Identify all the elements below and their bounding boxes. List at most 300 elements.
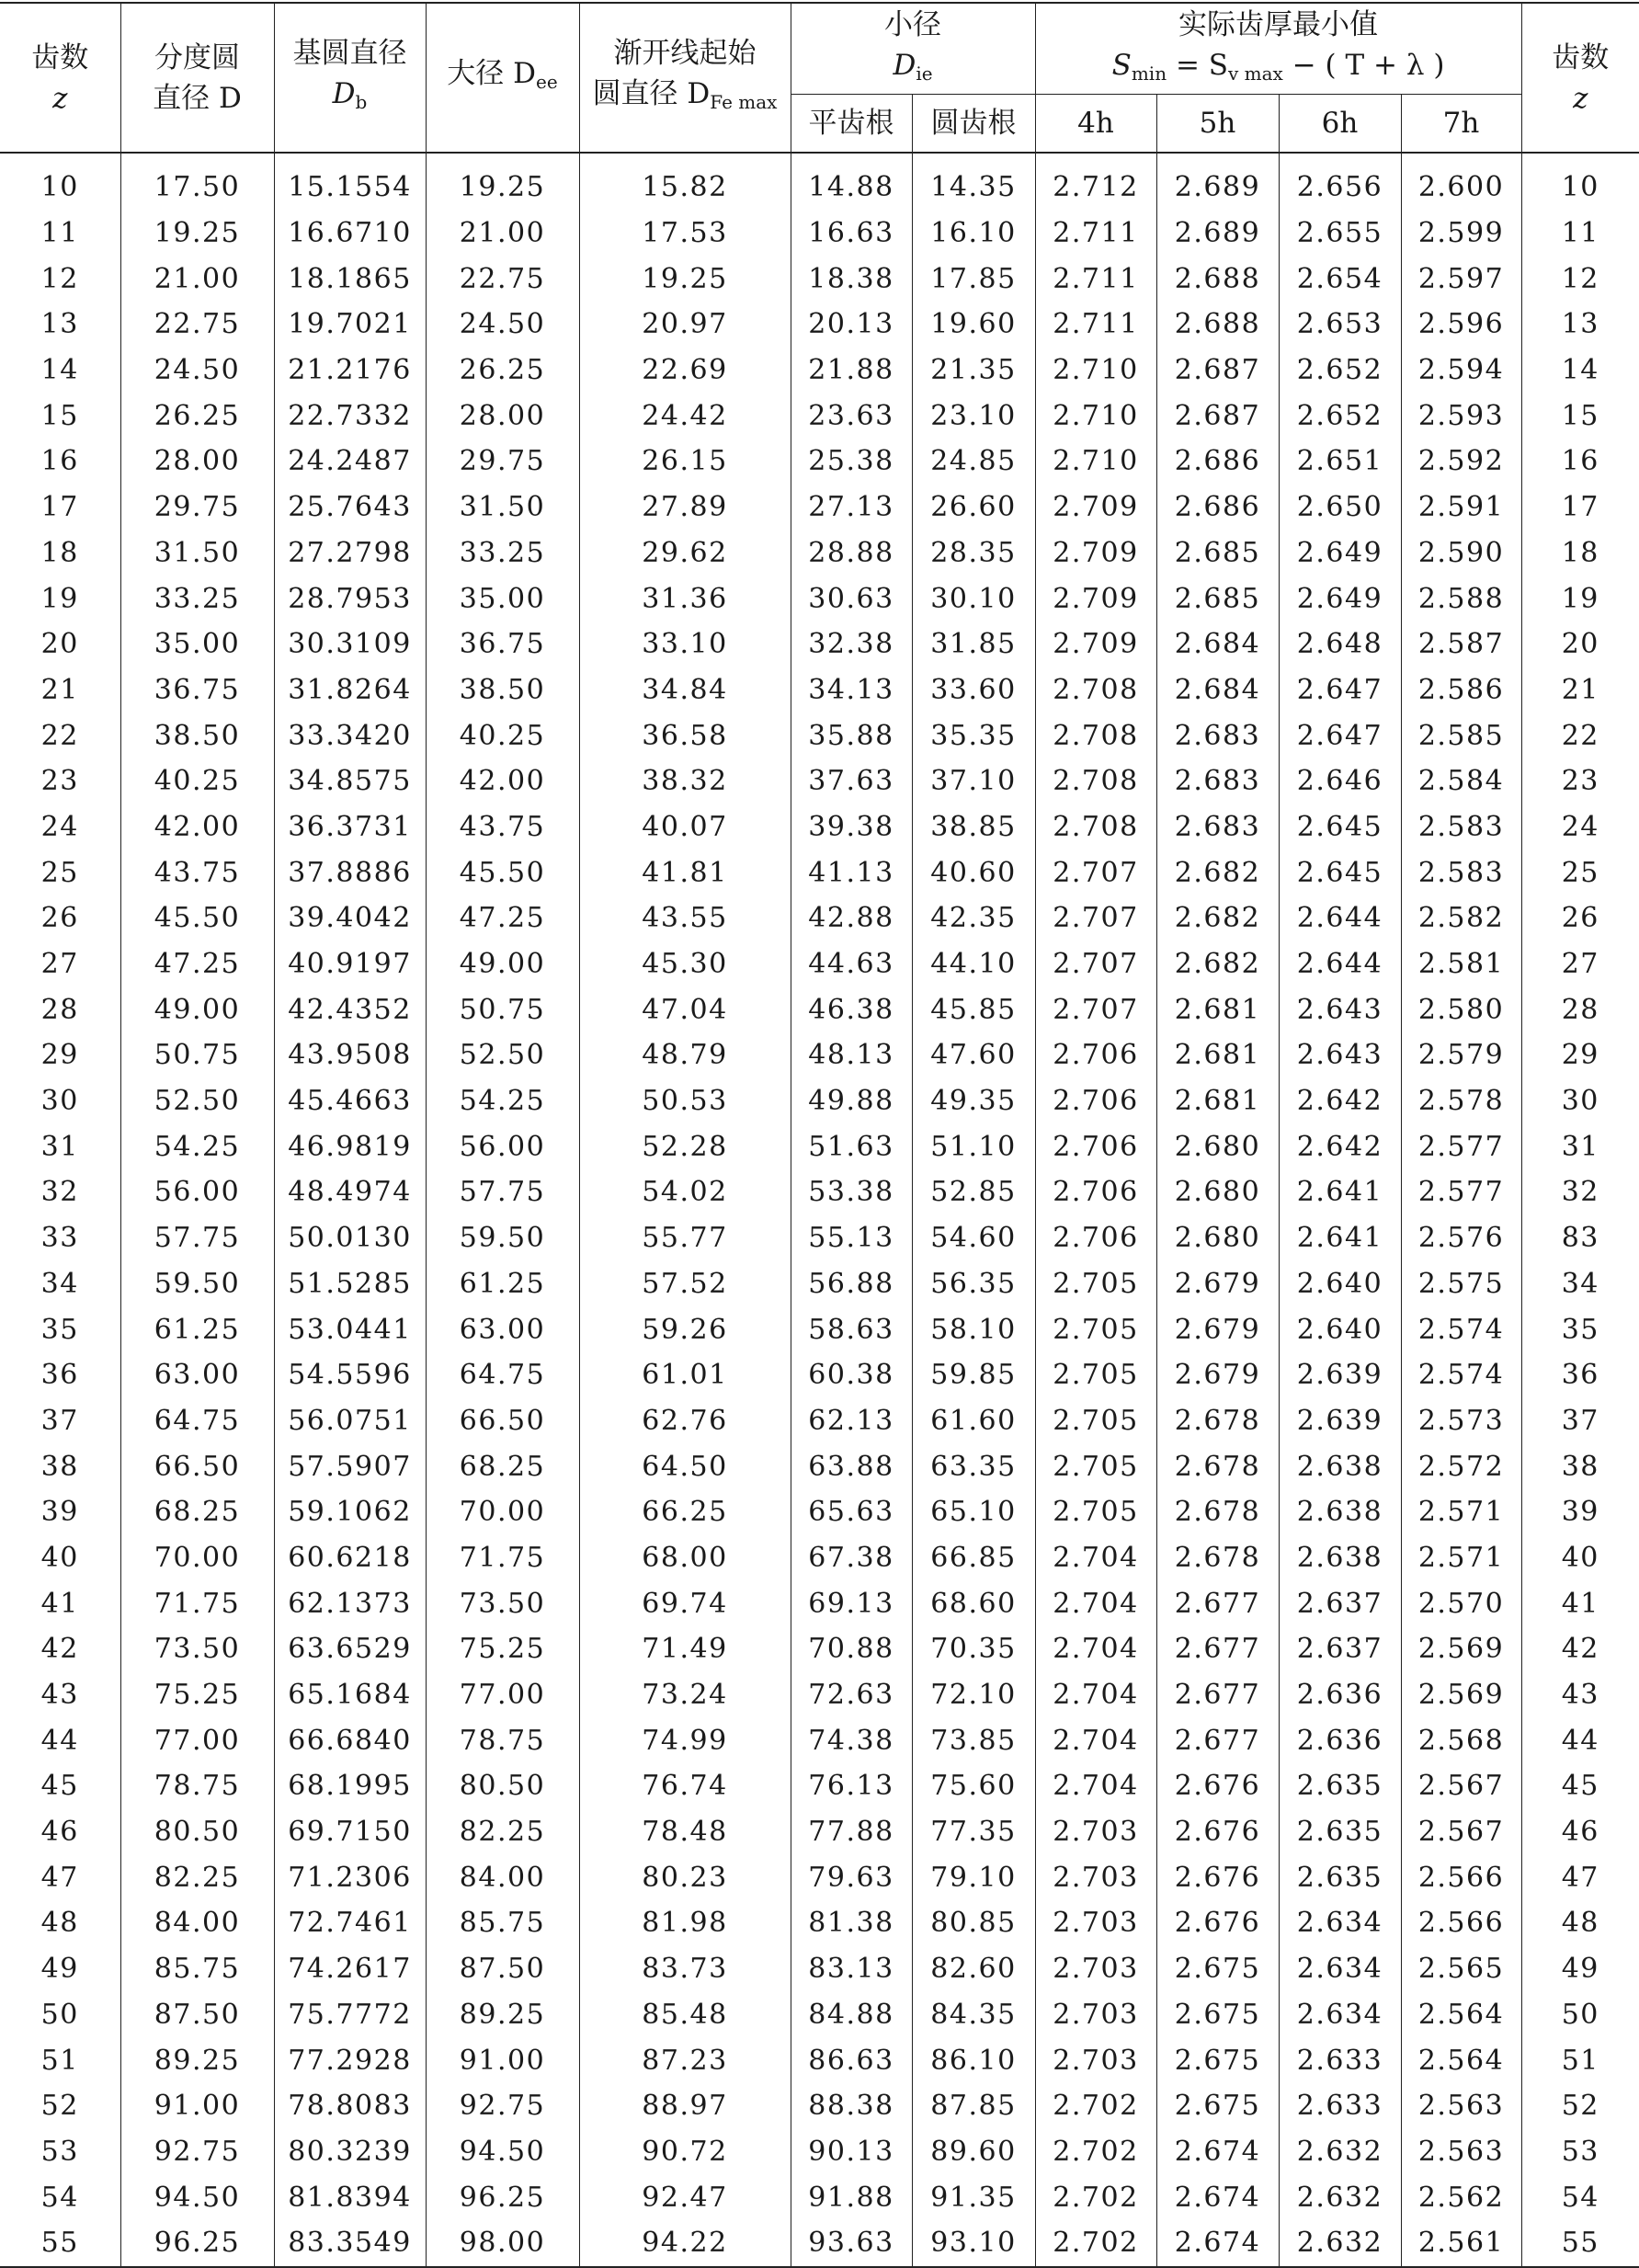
cell-thickness-6h: 2.641	[1279, 1169, 1401, 1215]
cell-major-diameter: 59.50	[426, 1215, 579, 1261]
cell-thickness-5h: 2.681	[1156, 1032, 1279, 1078]
cell-thickness-6h: 2.655	[1279, 211, 1401, 256]
cell-base-diameter: 45.4663	[274, 1078, 426, 1124]
cell-pitch-diameter: 52.50	[120, 1078, 274, 1124]
cell-pitch-diameter: 66.50	[120, 1443, 274, 1489]
cell-major-diameter: 50.75	[426, 986, 579, 1032]
table-row	[0, 2174, 1639, 2220]
spline-data-table	[0, 2, 1639, 2268]
cell-thickness-4h: 2.705	[1035, 1306, 1156, 1352]
table-row	[0, 1992, 1639, 2038]
cell-major-diameter: 35.00	[426, 576, 579, 621]
cell-thickness-4h: 2.709	[1035, 576, 1156, 621]
cell-minor-fillet: 89.60	[912, 2129, 1035, 2175]
cell-minor-flat: 16.63	[791, 211, 912, 256]
cell-thickness-6h: 2.633	[1279, 2037, 1401, 2083]
cell-minor-flat: 63.88	[791, 1443, 912, 1489]
cell-thickness-6h: 2.650	[1279, 484, 1401, 530]
cell-thickness-5h: 2.681	[1156, 1078, 1279, 1124]
cell-form-diameter: 59.26	[579, 1306, 791, 1352]
table-row	[0, 1398, 1639, 1444]
table-row	[0, 1672, 1639, 1718]
cell-major-diameter: 87.50	[426, 1946, 579, 1992]
cell-major-diameter: 85.75	[426, 1900, 579, 1946]
cell-thickness-7h: 2.593	[1401, 393, 1521, 439]
cell-thickness-6h: 2.640	[1279, 1306, 1401, 1352]
cell-pitch-diameter: 77.00	[120, 1717, 274, 1763]
cell-thickness-6h: 2.632	[1279, 2220, 1401, 2267]
cell-thickness-4h: 2.711	[1035, 211, 1156, 256]
cell-form-diameter: 61.01	[579, 1352, 791, 1398]
cell-form-diameter: 40.07	[579, 804, 791, 850]
table-row	[0, 2129, 1639, 2175]
cell-pitch-diameter: 71.75	[120, 1580, 274, 1626]
cell-tooth-count-right: 41	[1521, 1580, 1639, 1626]
cell-minor-flat: 48.13	[791, 1032, 912, 1078]
cell-thickness-7h: 2.566	[1401, 1854, 1521, 1900]
cell-tooth-count-right: 35	[1521, 1306, 1639, 1352]
cell-thickness-4h: 2.707	[1035, 986, 1156, 1032]
cell-tooth-count: 52	[0, 2083, 120, 2129]
cell-thickness-5h: 2.679	[1156, 1352, 1279, 1398]
cell-thickness-6h: 2.647	[1279, 712, 1401, 758]
cell-thickness-4h: 2.706	[1035, 1169, 1156, 1215]
table-row	[0, 1763, 1639, 1809]
cell-minor-flat: 74.38	[791, 1717, 912, 1763]
cell-base-diameter: 66.6840	[274, 1717, 426, 1763]
cell-pitch-diameter: 19.25	[120, 211, 274, 256]
cell-minor-fillet: 91.35	[912, 2174, 1035, 2220]
cell-form-diameter: 88.97	[579, 2083, 791, 2129]
cell-minor-flat: 27.13	[791, 484, 912, 530]
cell-thickness-4h: 2.707	[1035, 895, 1156, 941]
cell-form-diameter: 74.99	[579, 1717, 791, 1763]
cell-minor-flat: 23.63	[791, 393, 912, 439]
cell-minor-fillet: 42.35	[912, 895, 1035, 941]
cell-form-diameter: 83.73	[579, 1946, 791, 1992]
cell-form-diameter: 17.53	[579, 211, 791, 256]
cell-form-diameter: 69.74	[579, 1580, 791, 1626]
cell-thickness-7h: 2.561	[1401, 2220, 1521, 2267]
cell-tooth-count-right: 17	[1521, 484, 1639, 530]
cell-form-diameter: 94.22	[579, 2220, 791, 2267]
cell-major-diameter: 66.50	[426, 1398, 579, 1444]
cell-tooth-count-right: 42	[1521, 1626, 1639, 1672]
cell-thickness-6h: 2.636	[1279, 1717, 1401, 1763]
cell-tooth-count: 20	[0, 621, 120, 667]
table-row	[0, 1306, 1639, 1352]
cell-thickness-7h: 2.572	[1401, 1443, 1521, 1489]
table-row	[0, 804, 1639, 850]
cell-thickness-6h: 2.638	[1279, 1443, 1401, 1489]
cell-thickness-6h: 2.638	[1279, 1489, 1401, 1535]
cell-base-diameter: 63.6529	[274, 1626, 426, 1672]
cell-minor-fillet: 72.10	[912, 1672, 1035, 1718]
cell-form-diameter: 81.98	[579, 1900, 791, 1946]
cell-tooth-count: 40	[0, 1535, 120, 1581]
cell-thickness-7h: 2.570	[1401, 1580, 1521, 1626]
cell-tooth-count-right: 26	[1521, 895, 1639, 941]
cell-thickness-4h: 2.711	[1035, 256, 1156, 302]
table-body	[0, 153, 1639, 2267]
cell-tooth-count-right: 36	[1521, 1352, 1639, 1398]
cell-thickness-7h: 2.566	[1401, 1900, 1521, 1946]
thickness-formula: $S_{min} = S_{v max}$ − ( T + λ )	[1111, 48, 1445, 85]
cell-pitch-diameter: 73.50	[120, 1626, 274, 1672]
cell-minor-fillet: 93.10	[912, 2220, 1035, 2267]
cell-thickness-7h: 2.567	[1401, 1763, 1521, 1809]
cell-tooth-count-right: 22	[1521, 712, 1639, 758]
cell-major-diameter: 98.00	[426, 2220, 579, 2267]
cell-major-diameter: 40.25	[426, 712, 579, 758]
cell-tooth-count-right: 48	[1521, 1900, 1639, 1946]
cell-tooth-count: 29	[0, 1032, 120, 1078]
cell-thickness-4h: 2.703	[1035, 1946, 1156, 1992]
cell-thickness-7h: 2.562	[1401, 2174, 1521, 2220]
table-row	[0, 849, 1639, 895]
cell-major-diameter: 84.00	[426, 1854, 579, 1900]
cell-tooth-count-right: 29	[1521, 1032, 1639, 1078]
cell-thickness-6h: 2.652	[1279, 393, 1401, 439]
cell-form-diameter: 27.89	[579, 484, 791, 530]
cell-thickness-4h: 2.706	[1035, 1123, 1156, 1169]
cell-thickness-7h: 2.573	[1401, 1398, 1521, 1444]
cell-thickness-4h: 2.702	[1035, 2083, 1156, 2129]
cell-minor-fillet: 24.85	[912, 439, 1035, 484]
cell-thickness-4h: 2.704	[1035, 1535, 1156, 1581]
cell-thickness-6h: 2.656	[1279, 153, 1401, 211]
cell-base-diameter: 28.7953	[274, 576, 426, 621]
cell-tooth-count: 14	[0, 348, 120, 393]
cell-thickness-7h: 2.584	[1401, 758, 1521, 804]
cell-thickness-5h: 2.682	[1156, 895, 1279, 941]
cell-thickness-5h: 2.679	[1156, 1306, 1279, 1352]
cell-tooth-count: 42	[0, 1626, 120, 1672]
cell-thickness-7h: 2.567	[1401, 1809, 1521, 1855]
cell-tooth-count: 12	[0, 256, 120, 302]
cell-base-diameter: 54.5596	[274, 1352, 426, 1398]
cell-major-diameter: 63.00	[426, 1306, 579, 1352]
cell-major-diameter: 94.50	[426, 2129, 579, 2175]
cell-major-diameter: 68.25	[426, 1443, 579, 1489]
cell-pitch-diameter: 82.25	[120, 1854, 274, 1900]
cell-base-diameter: 83.3549	[274, 2220, 426, 2267]
cell-minor-flat: 51.63	[791, 1123, 912, 1169]
table-row	[0, 1946, 1639, 1992]
cell-thickness-6h: 2.645	[1279, 849, 1401, 895]
cell-thickness-6h: 2.646	[1279, 758, 1401, 804]
cell-major-diameter: 24.50	[426, 302, 579, 348]
cell-minor-fillet: 31.85	[912, 621, 1035, 667]
header-grade-4h: 4h	[1035, 95, 1156, 154]
cell-thickness-6h: 2.634	[1279, 1992, 1401, 2038]
table-row	[0, 1078, 1639, 1124]
cell-thickness-5h: 2.675	[1156, 1992, 1279, 2038]
cell-form-diameter: 20.97	[579, 302, 791, 348]
cell-major-diameter: 21.00	[426, 211, 579, 256]
cell-major-diameter: 22.75	[426, 256, 579, 302]
cell-tooth-count: 44	[0, 1717, 120, 1763]
cell-thickness-6h: 2.642	[1279, 1123, 1401, 1169]
table-row	[0, 712, 1639, 758]
cell-thickness-5h: 2.686	[1156, 484, 1279, 530]
table-row	[0, 2037, 1639, 2083]
cell-thickness-4h: 2.706	[1035, 1215, 1156, 1261]
cell-thickness-4h: 2.707	[1035, 941, 1156, 987]
header-min-tooth-thickness: 实际齿厚最小值 $S_{min} = S_{v max}$ − ( T + λ )	[1035, 3, 1521, 95]
cell-thickness-6h: 2.633	[1279, 2083, 1401, 2129]
table-row	[0, 576, 1639, 621]
table-row	[0, 256, 1639, 302]
cell-major-diameter: 57.75	[426, 1169, 579, 1215]
header-grade-5h: 5h	[1156, 95, 1279, 154]
header-minor-fillet-root: 圆齿根	[912, 95, 1035, 154]
cell-minor-flat: 44.63	[791, 941, 912, 987]
cell-thickness-5h: 2.687	[1156, 348, 1279, 393]
table-row	[0, 348, 1639, 393]
cell-thickness-4h: 2.702	[1035, 2220, 1156, 2267]
cell-major-diameter: 43.75	[426, 804, 579, 850]
cell-form-diameter: 57.52	[579, 1261, 791, 1307]
cell-minor-fillet: 30.10	[912, 576, 1035, 621]
cell-pitch-diameter: 63.00	[120, 1352, 274, 1398]
cell-thickness-7h: 2.574	[1401, 1352, 1521, 1398]
cell-thickness-7h: 2.596	[1401, 302, 1521, 348]
cell-major-diameter: 70.00	[426, 1489, 579, 1535]
cell-thickness-7h: 2.580	[1401, 986, 1521, 1032]
cell-major-diameter: 96.25	[426, 2174, 579, 2220]
cell-minor-flat: 35.88	[791, 712, 912, 758]
cell-base-diameter: 56.0751	[274, 1398, 426, 1444]
cell-tooth-count: 43	[0, 1672, 120, 1718]
table-row	[0, 895, 1639, 941]
cell-minor-flat: 86.63	[791, 2037, 912, 2083]
cell-thickness-5h: 2.685	[1156, 576, 1279, 621]
cell-minor-fillet: 82.60	[912, 1946, 1035, 1992]
table-row	[0, 1717, 1639, 1763]
cell-thickness-7h: 2.576	[1401, 1215, 1521, 1261]
cell-minor-fillet: 59.85	[912, 1352, 1035, 1398]
cell-tooth-count: 47	[0, 1854, 120, 1900]
table-row	[0, 986, 1639, 1032]
cell-thickness-4h: 2.703	[1035, 1854, 1156, 1900]
cell-thickness-5h: 2.675	[1156, 1946, 1279, 1992]
cell-base-diameter: 39.4042	[274, 895, 426, 941]
cell-form-diameter: 48.79	[579, 1032, 791, 1078]
cell-form-diameter: 55.77	[579, 1215, 791, 1261]
cell-thickness-4h: 2.704	[1035, 1717, 1156, 1763]
cell-tooth-count-right: 20	[1521, 621, 1639, 667]
cell-form-diameter: 31.36	[579, 576, 791, 621]
cell-pitch-diameter: 31.50	[120, 530, 274, 576]
cell-thickness-7h: 2.577	[1401, 1169, 1521, 1215]
cell-tooth-count-right: 52	[1521, 2083, 1639, 2129]
cell-tooth-count: 15	[0, 393, 120, 439]
cell-thickness-4h: 2.709	[1035, 621, 1156, 667]
cell-base-diameter: 50.0130	[274, 1215, 426, 1261]
cell-thickness-6h: 2.643	[1279, 986, 1401, 1032]
cell-tooth-count: 24	[0, 804, 120, 850]
cell-thickness-4h: 2.704	[1035, 1763, 1156, 1809]
cell-thickness-6h: 2.640	[1279, 1261, 1401, 1307]
cell-major-diameter: 52.50	[426, 1032, 579, 1078]
table-row	[0, 2083, 1639, 2129]
cell-base-diameter: 53.0441	[274, 1306, 426, 1352]
cell-minor-flat: 62.13	[791, 1398, 912, 1444]
cell-thickness-6h: 2.649	[1279, 530, 1401, 576]
cell-minor-fillet: 44.10	[912, 941, 1035, 987]
cell-major-diameter: 73.50	[426, 1580, 579, 1626]
cell-thickness-4h: 2.705	[1035, 1443, 1156, 1489]
cell-tooth-count-right: 49	[1521, 1946, 1639, 1992]
cell-tooth-count: 35	[0, 1306, 120, 1352]
cell-thickness-5h: 2.678	[1156, 1398, 1279, 1444]
cell-base-diameter: 30.3109	[274, 621, 426, 667]
cell-thickness-6h: 2.637	[1279, 1580, 1401, 1626]
cell-tooth-count: 31	[0, 1123, 120, 1169]
cell-minor-flat: 81.38	[791, 1900, 912, 1946]
cell-pitch-diameter: 68.25	[120, 1489, 274, 1535]
cell-thickness-5h: 2.677	[1156, 1672, 1279, 1718]
cell-thickness-4h: 2.709	[1035, 530, 1156, 576]
cell-thickness-7h: 2.592	[1401, 439, 1521, 484]
cell-thickness-6h: 2.654	[1279, 256, 1401, 302]
cell-minor-fillet: 51.10	[912, 1123, 1035, 1169]
cell-minor-fillet: 65.10	[912, 1489, 1035, 1535]
table-row	[0, 1900, 1639, 1946]
cell-tooth-count: 37	[0, 1398, 120, 1444]
cell-thickness-4h: 2.704	[1035, 1672, 1156, 1718]
cell-form-diameter: 78.48	[579, 1809, 791, 1855]
cell-tooth-count-right: 18	[1521, 530, 1639, 576]
cell-major-diameter: 26.25	[426, 348, 579, 393]
cell-minor-flat: 18.38	[791, 256, 912, 302]
cell-thickness-4h: 2.705	[1035, 1352, 1156, 1398]
table-row	[0, 2220, 1639, 2267]
cell-thickness-6h: 2.649	[1279, 576, 1401, 621]
cell-major-diameter: 42.00	[426, 758, 579, 804]
cell-thickness-5h: 2.678	[1156, 1443, 1279, 1489]
cell-form-diameter: 26.15	[579, 439, 791, 484]
cell-thickness-5h: 2.688	[1156, 256, 1279, 302]
cell-tooth-count-right: 14	[1521, 348, 1639, 393]
cell-thickness-6h: 2.639	[1279, 1352, 1401, 1398]
cell-thickness-4h: 2.710	[1035, 393, 1156, 439]
cell-thickness-5h: 2.676	[1156, 1900, 1279, 1946]
cell-minor-flat: 32.38	[791, 621, 912, 667]
cell-thickness-6h: 2.635	[1279, 1809, 1401, 1855]
cell-thickness-7h: 2.568	[1401, 1717, 1521, 1763]
table-row	[0, 1854, 1639, 1900]
cell-tooth-count: 25	[0, 849, 120, 895]
cell-form-diameter: 85.48	[579, 1992, 791, 2038]
cell-major-diameter: 92.75	[426, 2083, 579, 2129]
cell-thickness-7h: 2.597	[1401, 256, 1521, 302]
cell-thickness-5h: 2.681	[1156, 986, 1279, 1032]
cell-thickness-4h: 2.710	[1035, 348, 1156, 393]
table-row	[0, 1809, 1639, 1855]
cell-form-diameter: 66.25	[579, 1489, 791, 1535]
cell-thickness-5h: 2.677	[1156, 1717, 1279, 1763]
cell-thickness-5h: 2.683	[1156, 758, 1279, 804]
cell-form-diameter: 36.58	[579, 712, 791, 758]
cell-thickness-5h: 2.685	[1156, 530, 1279, 576]
cell-minor-flat: 41.13	[791, 849, 912, 895]
cell-thickness-5h: 2.675	[1156, 2037, 1279, 2083]
cell-tooth-count: 21	[0, 667, 120, 713]
cell-base-diameter: 51.5285	[274, 1261, 426, 1307]
cell-base-diameter: 31.8264	[274, 667, 426, 713]
cell-thickness-7h: 2.563	[1401, 2083, 1521, 2129]
cell-major-diameter: 28.00	[426, 393, 579, 439]
cell-major-diameter: 54.25	[426, 1078, 579, 1124]
cell-tooth-count-right: 31	[1521, 1123, 1639, 1169]
table-row	[0, 1626, 1639, 1672]
cell-pitch-diameter: 54.25	[120, 1123, 274, 1169]
cell-pitch-diameter: 56.00	[120, 1169, 274, 1215]
cell-thickness-6h: 2.636	[1279, 1672, 1401, 1718]
cell-thickness-6h: 2.651	[1279, 439, 1401, 484]
cell-pitch-diameter: 33.25	[120, 576, 274, 621]
cell-tooth-count: 18	[0, 530, 120, 576]
cell-thickness-6h: 2.644	[1279, 895, 1401, 941]
cell-minor-fillet: 47.60	[912, 1032, 1035, 1078]
cell-thickness-5h: 2.677	[1156, 1580, 1279, 1626]
cell-form-diameter: 47.04	[579, 986, 791, 1032]
cell-minor-fillet: 77.35	[912, 1809, 1035, 1855]
cell-minor-fillet: 17.85	[912, 256, 1035, 302]
cell-tooth-count-right: 44	[1521, 1717, 1639, 1763]
cell-thickness-4h: 2.702	[1035, 2129, 1156, 2175]
cell-tooth-count-right: 15	[1521, 393, 1639, 439]
cell-tooth-count: 17	[0, 484, 120, 530]
cell-form-diameter: 33.10	[579, 621, 791, 667]
header-tooth-count: 齿数 z	[0, 3, 120, 153]
cell-thickness-4h: 2.706	[1035, 1078, 1156, 1124]
cell-form-diameter: 45.30	[579, 941, 791, 987]
cell-base-diameter: 21.2176	[274, 348, 426, 393]
cell-form-diameter: 50.53	[579, 1078, 791, 1124]
cell-minor-fillet: 45.85	[912, 986, 1035, 1032]
cell-base-diameter: 48.4974	[274, 1169, 426, 1215]
table-row	[0, 211, 1639, 256]
cell-tooth-count: 28	[0, 986, 120, 1032]
cell-minor-flat: 20.13	[791, 302, 912, 348]
cell-base-diameter: 60.6218	[274, 1535, 426, 1581]
cell-minor-flat: 34.13	[791, 667, 912, 713]
cell-tooth-count-right: 21	[1521, 667, 1639, 713]
cell-tooth-count-right: 55	[1521, 2220, 1639, 2267]
cell-form-diameter: 80.23	[579, 1854, 791, 1900]
cell-pitch-diameter: 94.50	[120, 2174, 274, 2220]
cell-tooth-count-right: 11	[1521, 211, 1639, 256]
cell-minor-fillet: 86.10	[912, 2037, 1035, 2083]
cell-thickness-7h: 2.565	[1401, 1946, 1521, 1992]
cell-minor-flat: 49.88	[791, 1078, 912, 1124]
cell-form-diameter: 54.02	[579, 1169, 791, 1215]
cell-tooth-count: 10	[0, 153, 120, 211]
cell-minor-fillet: 68.60	[912, 1580, 1035, 1626]
cell-major-diameter: 75.25	[426, 1626, 579, 1672]
cell-base-diameter: 46.9819	[274, 1123, 426, 1169]
cell-form-diameter: 73.24	[579, 1672, 791, 1718]
cell-thickness-5h: 2.680	[1156, 1169, 1279, 1215]
cell-thickness-4h: 2.707	[1035, 849, 1156, 895]
cell-thickness-6h: 2.634	[1279, 1946, 1401, 1992]
cell-tooth-count-right: 53	[1521, 2129, 1639, 2175]
table-row	[0, 758, 1639, 804]
cell-base-diameter: 34.8575	[274, 758, 426, 804]
